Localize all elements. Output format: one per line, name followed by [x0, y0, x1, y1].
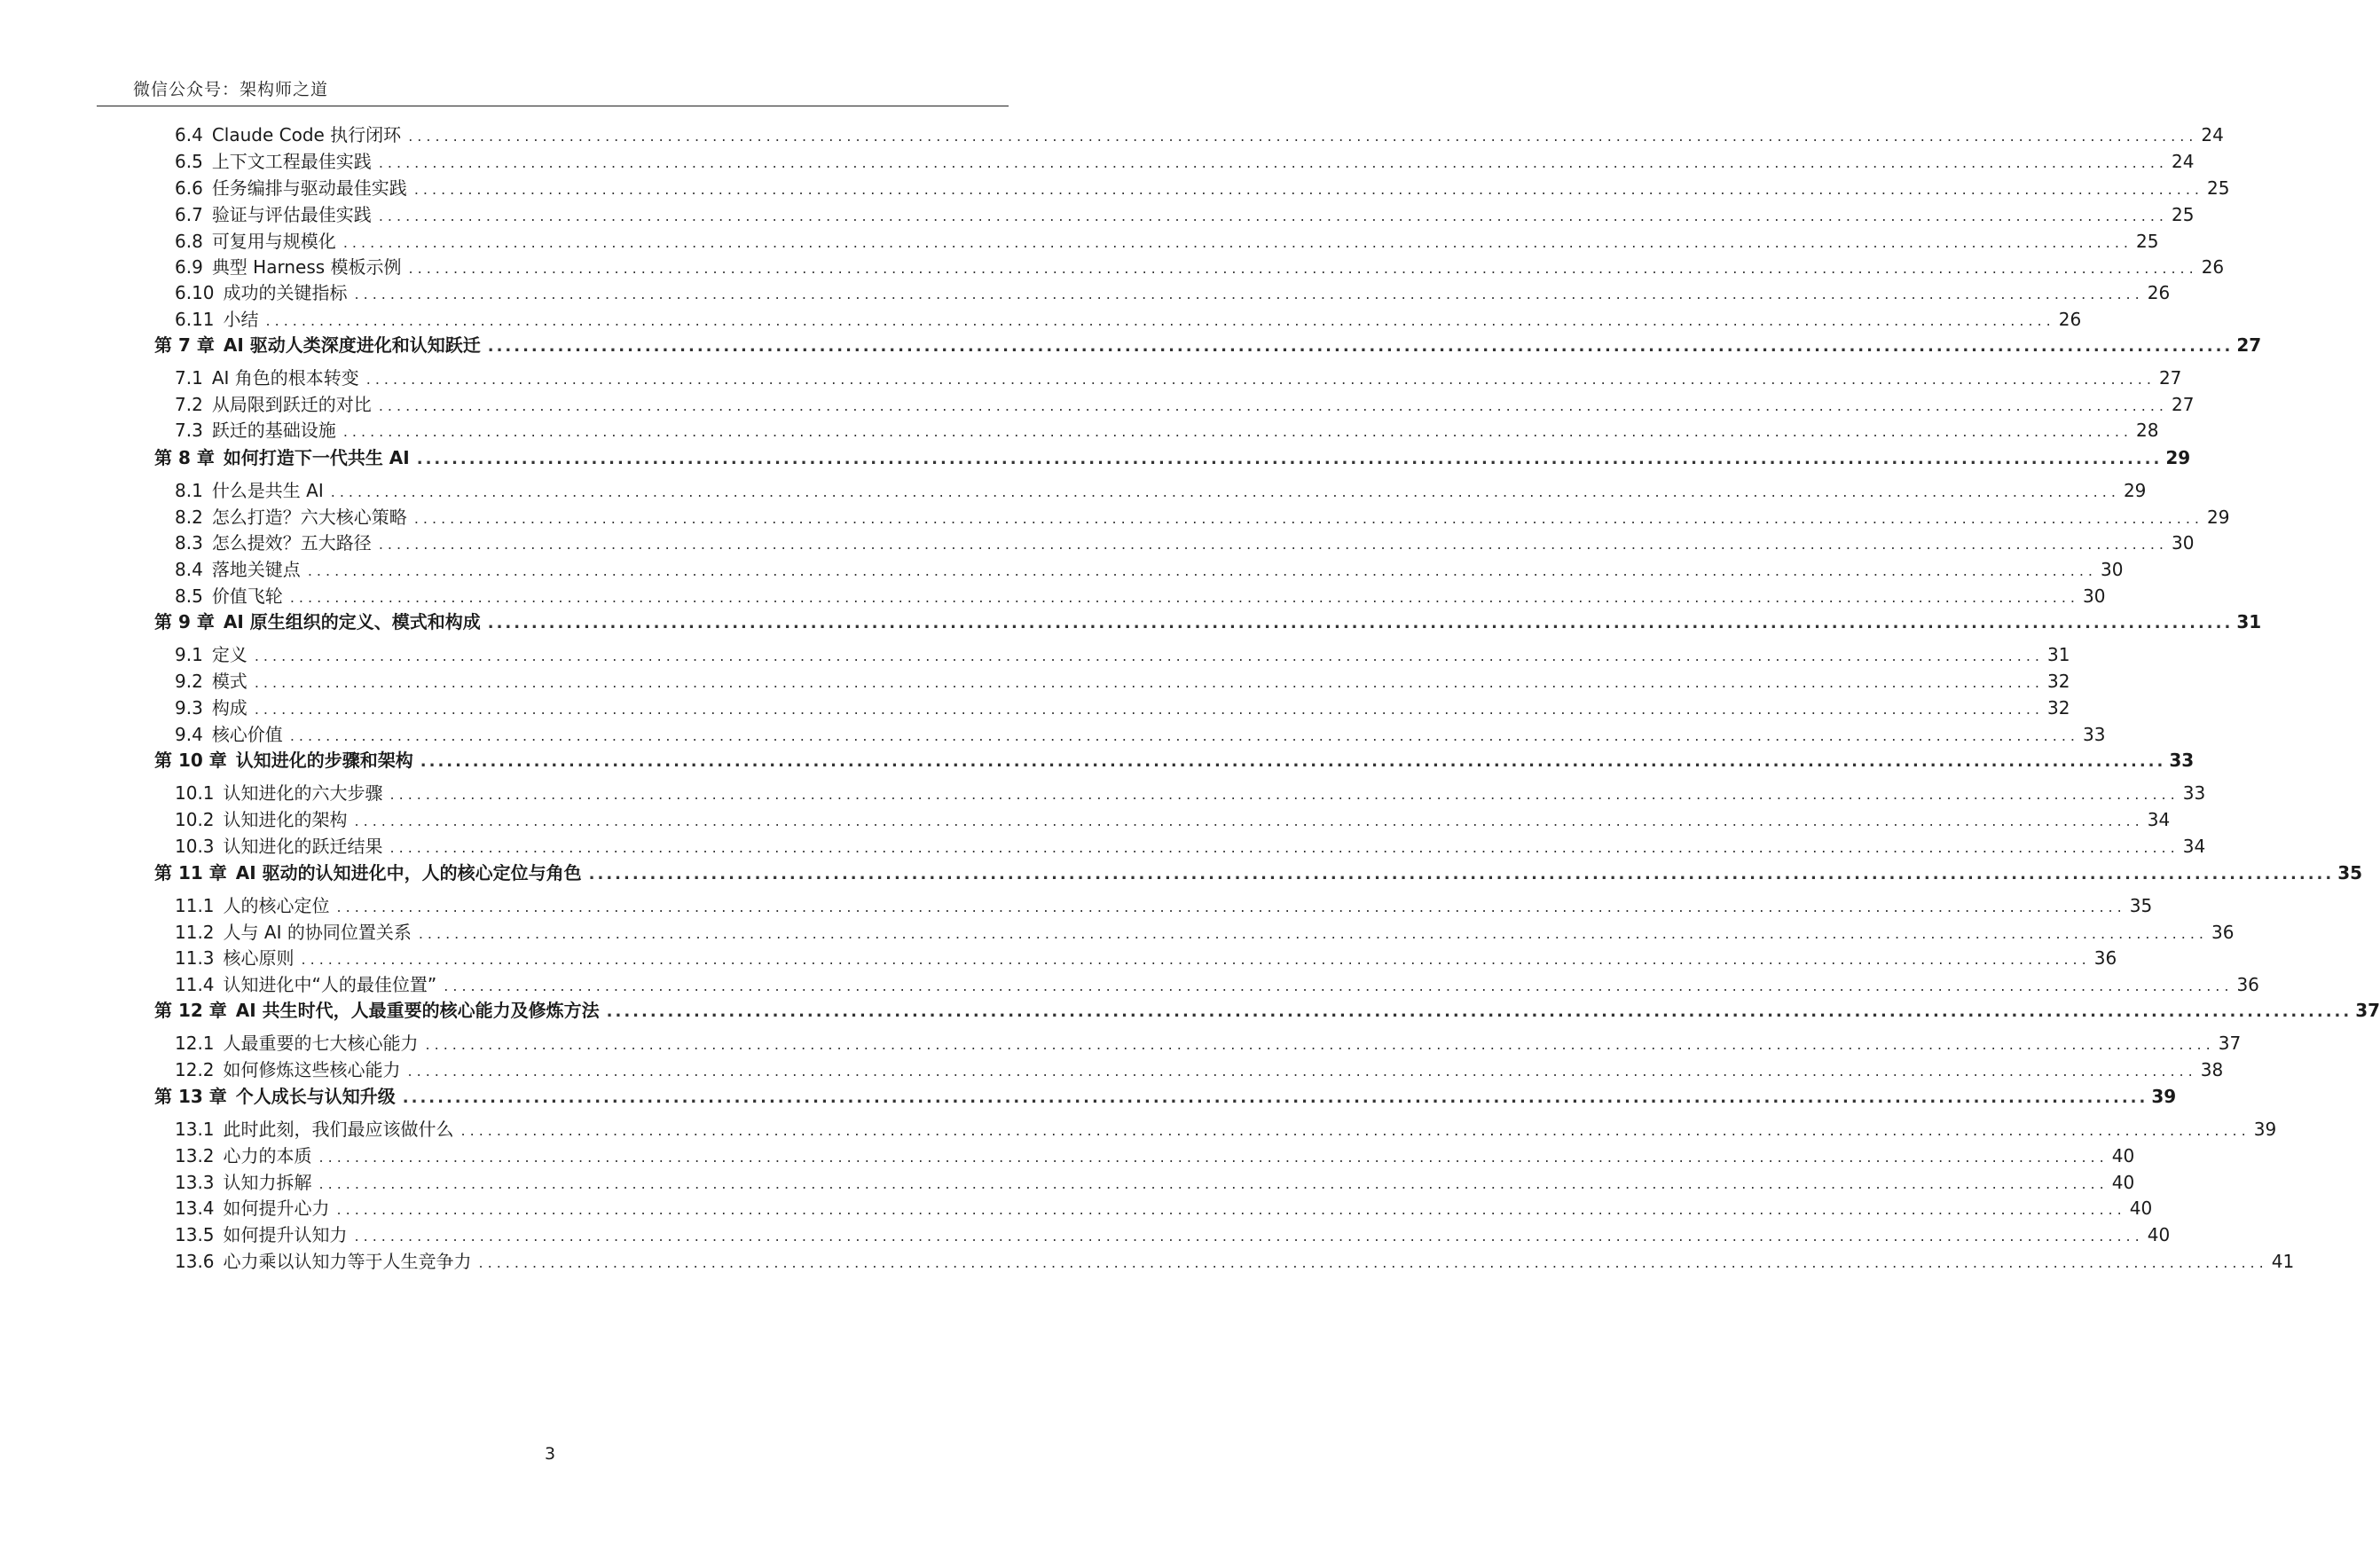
toc-entry-page: 32 — [2047, 697, 2070, 719]
toc-section-entry[interactable] — [154, 832, 2206, 860]
toc-dot-leader: ........................................................................................................................................................................................................ — [265, 312, 2055, 329]
toc-dot-leader: ........................................................................................................................................................................................................ — [588, 865, 2335, 884]
toc-entry-number: 7.3 — [175, 420, 203, 441]
toc-entry-title: AI 驱动人类深度进化和认知跃迁 — [223, 334, 481, 356]
toc-section-entry[interactable] — [154, 1142, 2135, 1170]
toc-entry-title: 认知进化的架构 — [223, 809, 348, 830]
toc-entry-number: 第 11 章 — [154, 862, 227, 884]
toc-entry-page: 25 — [2172, 204, 2195, 225]
toc-section-entry[interactable] — [154, 891, 2153, 920]
toc-entry-page: 28 — [2136, 420, 2159, 441]
toc-entry-title: 此时此刻，我们最应该做什么 — [223, 1119, 454, 1140]
toc-entry-page: 25 — [2136, 231, 2159, 252]
toc-entry-title: 可复用与规模化 — [211, 231, 336, 252]
toc-entry-number: 第 8 章 — [154, 447, 215, 468]
toc-entry-title: 定义 — [211, 644, 247, 665]
toc-entry-title: 验证与评估最佳实践 — [211, 204, 372, 225]
toc-entry-page: 35 — [2337, 862, 2363, 884]
running-header: 微信公众号：架构师之道 — [133, 80, 329, 99]
toc-entry-number: 10.1 — [175, 782, 215, 804]
toc-dot-leader: ........................................................................................................................................................................................................ — [307, 562, 2097, 579]
toc-entry-title: 认知进化中“人的最佳位置” — [223, 974, 437, 995]
toc-section-entry[interactable] — [154, 555, 2124, 584]
toc-entry-page: 37 — [2218, 1033, 2242, 1054]
toc-section-entry[interactable] — [154, 720, 2106, 749]
toc-dot-leader: ........................................................................................................................................................................................................ — [336, 1201, 2126, 1218]
toc-entry-number: 8.5 — [175, 585, 203, 607]
toc-entry-number: 9.3 — [175, 697, 203, 719]
toc-section-entry[interactable] — [154, 147, 2195, 176]
toc-entry-number: 8.1 — [175, 480, 203, 501]
toc-entry-title: 个人成长与认知升级 — [235, 1086, 396, 1107]
toc-entry-title: AI 原生组织的定义、模式和构成 — [223, 611, 481, 632]
toc-dot-leader: ........................................................................................................................................................................................................ — [378, 397, 2168, 414]
toc-entry-number: 7.1 — [175, 367, 203, 389]
toc-section-entry[interactable] — [154, 582, 2106, 610]
toc-dot-leader: ........................................................................................................................................................................................................ — [444, 978, 2234, 994]
toc-entry-page: 40 — [2111, 1172, 2135, 1193]
toc-dot-leader: ........................................................................................................................................................................................................ — [378, 208, 2168, 224]
toc-chapter-entry[interactable] — [154, 608, 2262, 636]
toc-entry-title: AI 驱动的认知进化中，人的核心定位与角色 — [235, 862, 582, 884]
toc-entry-title: 从局限到跃迁的对比 — [211, 394, 372, 415]
toc-entry-number: 第 7 章 — [154, 334, 215, 356]
toc-entry-page: 24 — [2172, 151, 2195, 172]
toc-entry-page: 40 — [2111, 1145, 2135, 1166]
toc-section-entry[interactable] — [154, 279, 2171, 307]
toc-dot-leader: ........................................................................................................................................................................................................ — [478, 1254, 2268, 1271]
toc-entry-page: 36 — [2093, 947, 2117, 969]
toc-entry-title: 核心价值 — [211, 724, 283, 745]
toc-entry-page: 39 — [2151, 1086, 2177, 1107]
toc-section-entry[interactable] — [154, 779, 2206, 807]
toc-entry-number: 6.5 — [175, 151, 203, 172]
toc-section-entry[interactable] — [154, 503, 2230, 531]
toc-entry-number: 13.5 — [175, 1224, 215, 1245]
toc-dot-leader: ........................................................................................................................................................................................................ — [354, 286, 2144, 302]
toc-dot-leader: ........................................................................................................................................................................................................ — [487, 614, 2234, 632]
toc-entry-title: AI 共生时代，人最重要的核心能力及修炼方法 — [235, 1000, 600, 1021]
toc-entry-number: 第 10 章 — [154, 750, 227, 771]
toc-entry-page: 29 — [2207, 507, 2230, 528]
toc-entry-page: 33 — [2169, 750, 2195, 771]
toc-entry-number: 6.9 — [175, 256, 203, 278]
toc-section-entry[interactable] — [154, 694, 2070, 722]
toc-dot-leader: ........................................................................................................................................................................................................ — [487, 337, 2234, 356]
toc-dot-leader: ........................................................................................................................................................................................................ — [342, 234, 2133, 251]
toc-entry-page: 40 — [2147, 1224, 2171, 1245]
toc-dot-leader: ........................................................................................................................................................................................................ — [378, 154, 2168, 171]
toc-dot-leader: ........................................................................................................................................................................................................ — [254, 701, 2044, 718]
toc-entry-page: 33 — [2083, 724, 2106, 745]
toc-entry-title: 人与 AI 的协同位置关系 — [223, 922, 412, 943]
toc-chapter-entry[interactable] — [154, 746, 2195, 774]
toc-dot-leader: ........................................................................................................................................................................................................ — [460, 1122, 2250, 1139]
toc-entry-title: AI 角色的根本转变 — [211, 367, 359, 389]
toc-entry-title: 认知进化的六大步骤 — [223, 782, 383, 804]
toc-dot-leader: ........................................................................................................................................................................................................ — [408, 128, 2198, 145]
toc-section-entry[interactable] — [154, 174, 2230, 202]
toc-entry-title: 成功的关键指标 — [223, 282, 348, 303]
toc-entry-page: 33 — [2182, 782, 2206, 804]
toc-entry-number: 9.2 — [175, 671, 203, 692]
toc-entry-number: 8.4 — [175, 559, 203, 580]
toc-entry-title: 任务编排与驱动最佳实践 — [211, 177, 407, 199]
toc-dot-leader: ........................................................................................................................................................................................................ — [389, 839, 2180, 856]
toc-entry-page: 29 — [2165, 447, 2191, 468]
toc-dot-leader: ........................................................................................................................................................................................................ — [342, 423, 2133, 440]
toc-dot-leader: ........................................................................................................................................................................................................ — [330, 483, 2120, 500]
toc-entry-page: 26 — [2147, 282, 2171, 303]
toc-section-entry[interactable] — [154, 918, 2235, 946]
toc-dot-leader: ........................................................................................................................................................................................................ — [418, 925, 2209, 942]
toc-entry-number: 6.10 — [175, 282, 215, 303]
toc-entry-title: 小结 — [223, 309, 259, 330]
toc-dot-leader: ........................................................................................................................................................................................................ — [354, 813, 2144, 829]
toc-entry-title: 认知进化的步骤和架构 — [235, 750, 413, 771]
toc-dot-leader: ........................................................................................................................................................................................................ — [402, 1088, 2148, 1107]
toc-chapter-entry[interactable] — [154, 1082, 2177, 1111]
toc-entry-title: 模式 — [211, 671, 247, 692]
toc-entry-page: 31 — [2236, 611, 2262, 632]
toc-entry-title: 构成 — [211, 697, 247, 719]
toc-section-entry[interactable] — [154, 1115, 2277, 1143]
toc-dot-leader: ........................................................................................................................................................................................................ — [425, 1036, 2215, 1053]
toc-section-entry[interactable] — [154, 640, 2070, 669]
toc-entry-page: 37 — [2355, 1000, 2380, 1021]
toc-entry-page: 30 — [2083, 585, 2106, 607]
toc-entry-number: 13.6 — [175, 1251, 215, 1272]
toc-section-entry[interactable] — [154, 1168, 2135, 1197]
toc-entry-title: 价值飞轮 — [211, 585, 283, 607]
toc-section-entry[interactable] — [154, 1194, 2153, 1222]
toc-dot-leader: ........................................................................................................................................................................................................ — [354, 1228, 2144, 1245]
toc-entry-title: 认知力拆解 — [223, 1172, 312, 1193]
toc-section-entry[interactable] — [154, 1029, 2242, 1057]
toc-dot-leader: ........................................................................................................................................................................................................ — [606, 1002, 2353, 1021]
toc-entry-number: 6.11 — [175, 309, 215, 330]
toc-entry-title: Claude Code 执行闭环 — [211, 124, 402, 145]
toc-entry-page: 27 — [2236, 334, 2262, 356]
toc-entry-number: 11.4 — [175, 974, 215, 995]
toc-entry-number: 6.8 — [175, 231, 203, 252]
toc-dot-leader: ........................................................................................................................................................................................................ — [365, 371, 2156, 388]
toc-entry-title: 人最重要的七大核心能力 — [223, 1033, 419, 1054]
toc-entry-page: 29 — [2123, 480, 2147, 501]
toc-dot-leader: ........................................................................................................................................................................................................ — [413, 181, 2203, 198]
toc-entry-title: 上下文工程最佳实践 — [211, 151, 372, 172]
toc-entry-number: 12.2 — [175, 1059, 215, 1080]
toc-entry-number: 11.3 — [175, 947, 215, 969]
toc-chapter-entry[interactable] — [154, 444, 2191, 472]
page-number: 3 — [544, 1444, 556, 1464]
toc-dot-leader: ........................................................................................................................................................................................................ — [420, 752, 2166, 771]
toc-entry-title: 落地关键点 — [211, 559, 301, 580]
toc-entry-page: 27 — [2158, 367, 2182, 389]
toc-entry-number: 6.4 — [175, 124, 203, 145]
toc-section-entry[interactable] — [154, 970, 2259, 999]
toc-entry-page: 32 — [2047, 671, 2070, 692]
toc-entry-number: 12.1 — [175, 1033, 215, 1054]
toc-entry-number: 10.3 — [175, 836, 215, 857]
toc-entry-title: 什么是共生 AI — [211, 480, 324, 501]
toc-section-entry[interactable] — [154, 200, 2195, 229]
toc-section-entry[interactable] — [154, 305, 2082, 334]
toc-section-entry[interactable] — [154, 364, 2182, 392]
toc-entry-number: 11.1 — [175, 895, 215, 916]
toc-section-entry[interactable] — [154, 529, 2195, 557]
toc-section-entry[interactable] — [154, 667, 2070, 695]
toc-entry-page: 38 — [2200, 1059, 2224, 1080]
toc-entry-page: 36 — [2236, 974, 2259, 995]
toc-entry-number: 11.2 — [175, 922, 215, 943]
toc-entry-title: 跃迁的基础设施 — [211, 420, 336, 441]
toc-entry-number: 9.4 — [175, 724, 203, 745]
toc-entry-number: 13.1 — [175, 1119, 215, 1140]
toc-entry-number: 7.2 — [175, 394, 203, 415]
toc-entry-page: 30 — [2172, 532, 2195, 554]
toc-entry-title: 典型 Harness 模板示例 — [211, 256, 402, 278]
toc-entry-page: 26 — [2201, 256, 2225, 278]
toc-entry-number: 13.3 — [175, 1172, 215, 1193]
toc-entry-title: 如何提升心力 — [223, 1198, 330, 1219]
toc-entry-page: 39 — [2253, 1119, 2277, 1140]
toc-section-entry[interactable] — [154, 805, 2171, 834]
toc-entry-page: 24 — [2201, 124, 2224, 145]
toc-entry-page: 27 — [2172, 394, 2195, 415]
toc-entry-page: 35 — [2129, 895, 2153, 916]
toc-entry-number: 6.6 — [175, 177, 203, 199]
toc-section-entry[interactable] — [154, 1247, 2295, 1276]
toc-dot-leader: ........................................................................................................................................................................................................ — [408, 260, 2198, 277]
toc-dot-leader: ........................................................................................................................................................................................................ — [254, 674, 2044, 691]
toc-entry-title: 心力的本质 — [223, 1145, 312, 1166]
toc-dot-leader: ........................................................................................................................................................................................................ — [254, 648, 2044, 664]
toc-section-entry[interactable] — [154, 416, 2159, 444]
toc-dot-leader: ........................................................................................................................................................................................................ — [289, 589, 2079, 606]
toc-section-entry[interactable] — [154, 227, 2159, 255]
toc-entry-number: 13.2 — [175, 1145, 215, 1166]
toc-section-entry[interactable] — [154, 1221, 2171, 1249]
toc-chapter-entry[interactable] — [154, 331, 2262, 359]
toc-entry-title: 认知进化的跃迁结果 — [223, 836, 383, 857]
toc-entry-title: 心力乘以认知力等于人生竞争力 — [223, 1251, 472, 1272]
toc-entry-number: 8.3 — [175, 532, 203, 554]
toc-entry-number: 8.2 — [175, 507, 203, 528]
toc-entry-page: 40 — [2129, 1198, 2153, 1219]
toc-entry-title: 如何修炼这些核心能力 — [223, 1059, 401, 1080]
toc-entry-page: 36 — [2211, 922, 2235, 943]
toc-entry-title: 如何提升认知力 — [223, 1224, 348, 1245]
toc-dot-leader: ........................................................................................................................................................................................................ — [289, 727, 2079, 744]
toc-dot-leader: ........................................................................................................................................................................................................ — [318, 1149, 2109, 1166]
toc-entry-title: 如何打造下一代共生 AI — [223, 447, 410, 468]
toc-entry-number: 6.7 — [175, 204, 203, 225]
toc-section-entry[interactable] — [154, 390, 2195, 419]
toc-entry-number: 13.4 — [175, 1198, 215, 1219]
toc-section-entry[interactable] — [154, 253, 2225, 281]
toc-chapter-entry[interactable] — [154, 996, 2380, 1025]
toc-section-entry[interactable] — [154, 1056, 2224, 1084]
toc-dot-leader: ........................................................................................................................................................................................................ — [378, 536, 2168, 553]
toc-entry-page: 25 — [2207, 177, 2230, 199]
toc-dot-leader: ........................................................................................................................................................................................................ — [389, 786, 2180, 803]
toc-dot-leader: ........................................................................................................................................................................................................ — [318, 1175, 2109, 1192]
toc-entry-page: 41 — [2271, 1251, 2295, 1272]
toc-entry-number: 第 9 章 — [154, 611, 215, 632]
toc-section-entry[interactable] — [154, 476, 2147, 505]
toc-chapter-entry[interactable] — [154, 859, 2363, 887]
toc-entry-title: 怎么打造？六大核心策略 — [211, 507, 407, 528]
toc-entry-page: 34 — [2182, 836, 2206, 857]
toc-entry-title: 核心原则 — [223, 947, 295, 969]
toc-section-entry[interactable] — [154, 944, 2117, 972]
toc-entry-number: 第 12 章 — [154, 1000, 227, 1021]
toc-dot-leader: ........................................................................................................................................................................................................ — [301, 951, 2091, 968]
toc-entry-page: 34 — [2147, 809, 2171, 830]
toc-entry-title: 怎么提效？五大路径 — [211, 532, 372, 554]
toc-entry-number: 9.1 — [175, 644, 203, 665]
toc-dot-leader: ........................................................................................................................................................................................................ — [413, 510, 2203, 527]
toc-entry-page: 30 — [2101, 559, 2124, 580]
toc-dot-leader: ........................................................................................................................................................................................................ — [416, 450, 2163, 468]
toc-section-entry[interactable] — [154, 121, 2224, 149]
toc-entry-number: 10.2 — [175, 809, 215, 830]
toc-dot-leader: ........................................................................................................................................................................................................ — [336, 899, 2126, 915]
toc-dot-leader: ........................................................................................................................................................................................................ — [407, 1063, 2197, 1080]
toc-entry-page: 31 — [2047, 644, 2070, 665]
toc-entry-title: 人的核心定位 — [223, 895, 330, 916]
toc-entry-page: 26 — [2058, 309, 2082, 330]
toc-entry-number: 第 13 章 — [154, 1086, 227, 1107]
